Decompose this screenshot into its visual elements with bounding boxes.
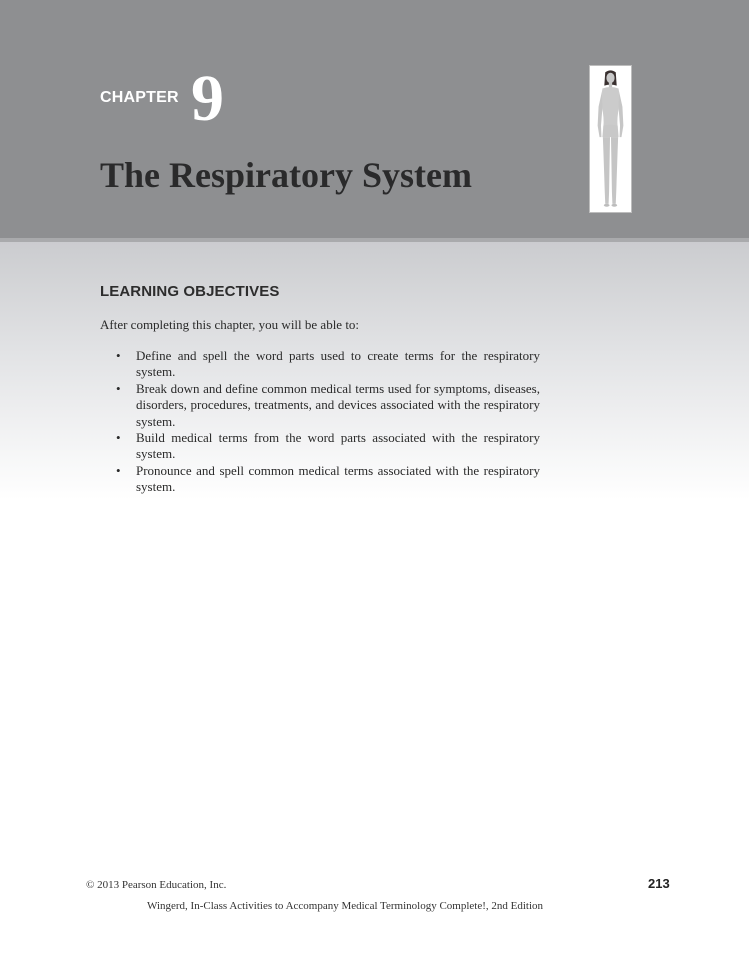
objectives-intro: After completing this chapter, you will be able to:: [100, 317, 360, 332]
book-citation: Wingerd, In-Class Activities to Accompany Medical Terminology Complete!, 2nd Edition: [147, 900, 544, 912]
bullet-icon: •: [116, 348, 121, 363]
bullet-icon: •: [116, 430, 121, 446]
objectives-list: [100, 348, 540, 496]
objective-text: Build medical terms from the word parts associated with the respiratory system.: [136, 430, 540, 462]
copyright-notice: © 2013 Pearson Education, Inc.: [86, 879, 227, 891]
objective-text: Pronounce and spell common medical terms associated with the respiratory system.: [136, 462, 540, 495]
human-body-figure: [589, 65, 632, 213]
chapter-label: CHAPTER: [100, 89, 179, 106]
chapter-header-band: [0, 0, 749, 240]
objective-text: Define and spell the word parts used to create terms for the respiratory system.: [136, 348, 540, 380]
chapter-number: 9: [191, 62, 224, 135]
bullet-icon: •: [116, 462, 121, 478]
page-number: 213: [648, 876, 670, 891]
list-item: [100, 348, 540, 381]
list-item: [100, 430, 540, 463]
objective-text: Break down and define common medical terms used for symptoms, diseases, disorders, procedures, treatments, and devices associated with the respiratory system.: [136, 380, 540, 429]
list-item: [100, 463, 540, 496]
chapter-title: The Respiratory System: [100, 155, 472, 195]
list-item: [100, 381, 540, 430]
human-body-icon: [590, 66, 631, 212]
bullet-icon: •: [116, 380, 121, 396]
learning-objectives-heading: LEARNING OBJECTIVES: [100, 283, 280, 300]
